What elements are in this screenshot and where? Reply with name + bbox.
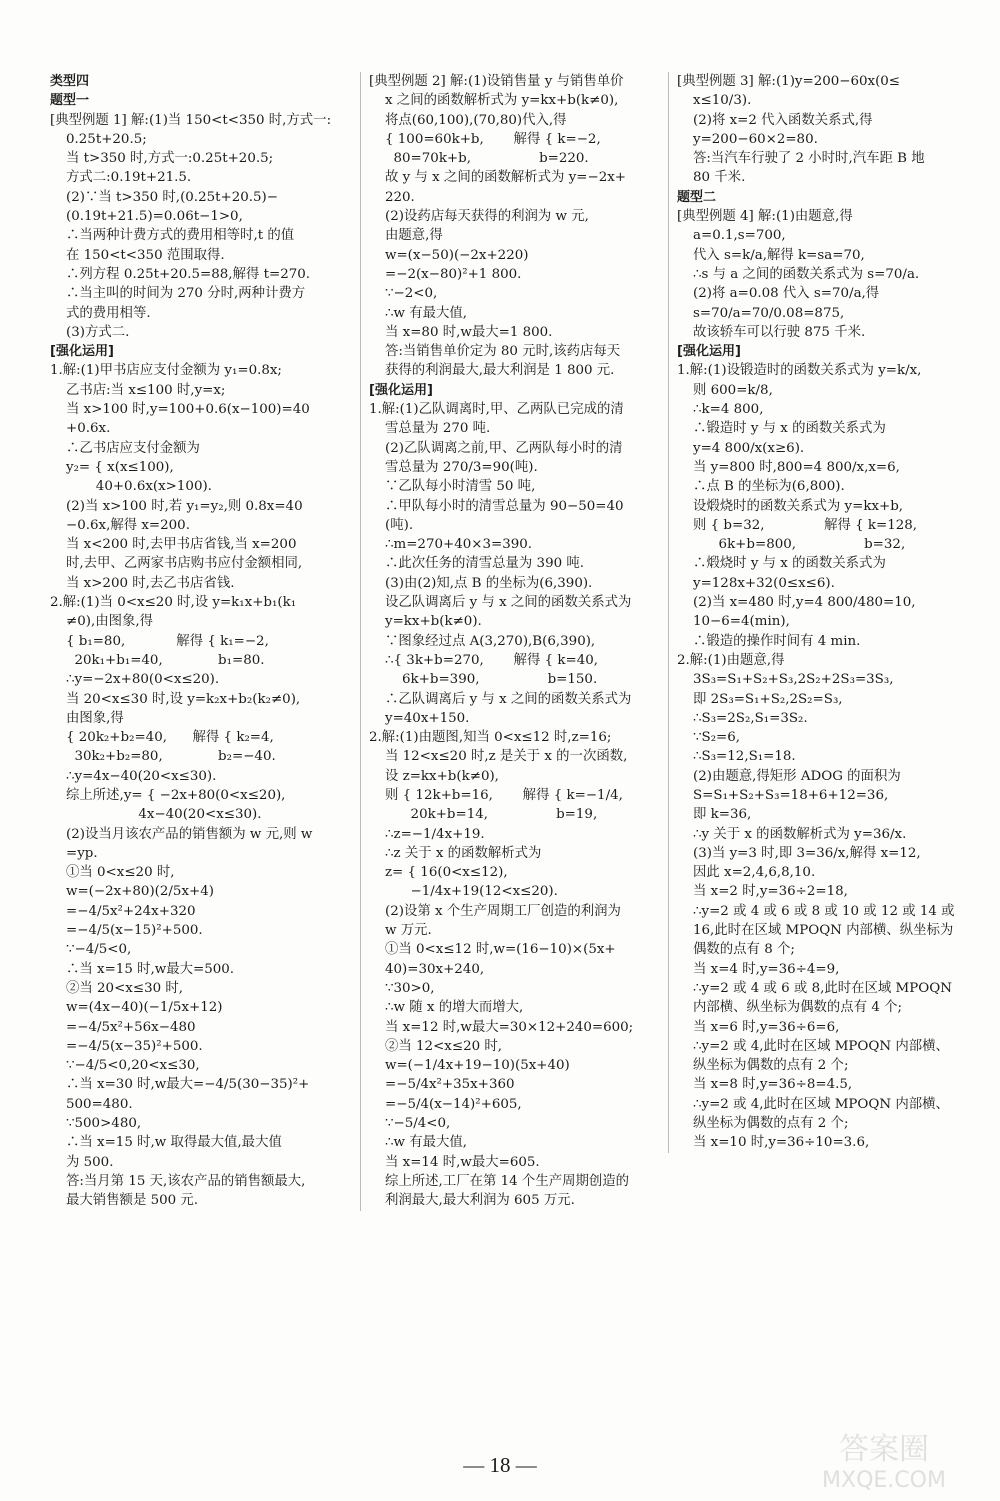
text-line: =−4/5(x−15)²+500. [66,923,203,939]
text-line: ∴此次任务的清雪总量为 390 吨. [385,556,585,572]
text-line: ①当 0<x≤20 时, [66,865,175,881]
watermark-line2: MXQE.COM [822,1468,946,1493]
text-line: 2.解:(1)当 0<x≤20 时,设 y=k₁x+b₁(k₁ [50,595,297,611]
text-line: 则 { 12k+b=16, 解得 { k=−1/4, [385,787,623,803]
watermark-graphic [784,1425,984,1495]
text-line: =−5/4(x−14)²+605, [385,1096,522,1112]
text-line: ∴当 x=30 时,w最大=−4/5(30−35)²+ [66,1077,310,1093]
text-line: ∴k=4 800, [693,402,764,418]
middle-column [360,72,659,1211]
text-line: 时,去甲、乙两家书店购书应付金额相同, [66,556,303,572]
text-line: ①当 0<x≤12 时,w=(16−10)×(5x+ [385,942,616,958]
text-line: ∴y=4x−40(20<x≤30). [66,768,217,784]
text-line: 2.解:(1)由题图,知当 0<x≤12 时,z=16; [369,730,612,746]
text-line: ∴锻造的操作时间有 4 min. [693,633,861,649]
text-line: 当 x=2 时,y=36÷2=18, [693,884,848,900]
text-line: 雪总量为 270 吨. [385,421,491,437]
text-line: w 万元. [385,923,432,939]
watermark-logo [784,1425,984,1495]
text-line: 综上所述,y= { −2x+80(0<x≤20), [66,787,286,803]
text-line: 当 x=80 时,w最大=1 800. [385,324,553,340]
text-line: 30k₂+b₂=80, b₂=−40. [66,749,276,765]
text-line: 获得的利润最大,最大利润是 1 800 元. [385,363,615,379]
text-line: w=(−1/4x+19−10)(5x+40) [385,1058,570,1074]
text-line: 80 千米. [693,170,746,186]
text-line: 设 z=kx+b(k≠0), [385,768,499,784]
text-line: =yp. [66,845,98,861]
text-line: ∴当 x=15 时,w 取得最大值,最大值 [66,1135,282,1151]
text-line: 当 20<x≤30 时,设 y=k₂x+b₂(k₂≠0), [66,691,301,707]
text-line: 3S₃=S₁+S₂+S₃,2S₂+2S₃=3S₃, [693,672,894,688]
text-line: ∴y=2 或 4 或 6 或 8 或 10 或 12 或 14 或 [693,903,955,919]
text-line: =−2(x−80)²+1 800. [385,266,522,282]
text-line: w=(−2x+80)(2/5x+4) [66,884,214,900]
text-line: (2)设当月该农产品的销售额为 w 元,则 w [66,826,313,842]
text-line: 由图象,得 [66,710,124,726]
text-line: 方式二:0.19t+21.5. [66,170,192,186]
text-line: ∴S₃=12,S₁=18. [693,749,796,765]
text-line: 故该轿车可以行驶 875 千米. [693,324,866,340]
text-line: y=128x+32(0≤x≤6). [693,575,835,591]
text-line: 20k+b=14, b=19, [385,807,598,823]
text-line: ∵−4/5<0,20<x≤30, [66,1058,200,1074]
text-line: ∴{ 3k+b=270, 解得 { k=40, [385,652,598,668]
text-line: 内部横、纵坐标为偶数的点有 4 个; [693,1000,903,1016]
text-line: 6k+b=390, b=150. [385,672,598,688]
text-line: ∴y=2 或 4 或 6 或 8,此时在区域 MPOQN [693,980,952,996]
text-line: 20k₁+b₁=40, b₁=80. [66,652,265,668]
text-line: (2)设药店每天获得的利润为 w 元, [385,209,589,225]
text-line: 当 x=10 时,y=36÷10=3.6, [693,1135,870,1151]
text-line: ∴当两种计费方式的费用相等时,t 的值 [66,228,295,244]
text-line: ∴w 有最大值, [385,305,468,321]
text-line: −0.6x,解得 x=200. [66,517,190,533]
text-line: 故 y 与 x 之间的函数解析式为 y=−2x+ [385,170,626,186]
text-line: (3)当 y=3 时,即 3=36/x,解得 x=12, [693,845,921,861]
text-line: [典型例题 2] 解:(1)设销售量 y 与销售单价 [369,74,624,89]
text-line: ∵S₂=6, [693,730,741,746]
text-line: (2)当 x>100 时,若 y₁=y₂,则 0.8x=40 [66,498,303,514]
text-line: =−4/5(x−35)²+500. [66,1038,203,1054]
text-line: 当 x=8 时,y=36÷8=4.5, [693,1077,853,1093]
text-line: ∴y=−2x+80(0<x≤20). [66,672,220,688]
text-line: ∴w 有最大值, [385,1135,468,1151]
text-line: 为 500. [66,1154,114,1170]
text-line: { 20k₂+b₂=40, 解得 { k₂=4, [66,730,274,746]
text-line: ∴S₃=2S₂,S₁=3S₂. [693,710,808,726]
left-column [50,72,340,1211]
section-heading: 类型四 [50,74,90,89]
text-line: ∵500>480, [66,1116,142,1132]
text-line: +0.6x. [66,421,111,437]
text-line: −1/4x+19(12<x≤20). [385,884,558,900]
text-line: (吨). [385,517,414,533]
text-line: x≤10/3). [693,93,752,109]
text-line: y=200−60×2=80. [693,131,818,147]
text-line: 设乙队调离后 y 与 x 之间的函数关系式为 [385,595,632,611]
text-line: [典型例题 4] 解:(1)由题意,得 [677,209,853,225]
text-line: ∴乙队调离后 y 与 x 之间的函数关系式为 [385,691,632,707]
text-line: (2)将 a=0.08 代入 s=70/a,得 [693,286,880,302]
text-line: 0.25t+20.5; [66,131,147,147]
text-line: 1.解:(1)甲书店应支付金额为 y₁=0.8x; [50,363,282,379]
text-line: 当 x=12 时,w最大=30×12+240=600; [385,1019,634,1035]
text-line: 当 x>200 时,去乙书店省钱. [66,575,235,591]
text-line: 40)=30x+240, [385,961,485,977]
text-line: w=(4x−40)(−1/5x+12) [66,1000,223,1016]
text-line: ∴乙书店应支付金额为 [66,440,200,456]
text-line: a=0.1,s=700, [693,228,786,244]
text-line: 6k+b=800, b=32, [693,537,906,553]
text-line: =−4/5x²+56x−480 [66,1019,196,1035]
text-line: 由题意,得 [385,228,443,244]
text-line: 当 x<200 时,去甲书店省钱,当 x=200 [66,537,297,553]
text-line: ∵−2<0, [385,286,438,302]
text-line: ∴z=−1/4x+19. [385,826,485,842]
text-line: w=(x−50)(−2x+220) [385,247,529,263]
text-line: (2)设第 x 个生产周期工厂创造的利润为 [385,903,621,919]
text-line: (2)将 x=2 代入函数关系式,得 [693,112,873,128]
text-line: ∴锻造时 y 与 x 的函数关系式为 [693,421,886,437]
text-line: (0.19t+21.5)=0.06t−1>0, [66,209,243,225]
text-line: 4x−40(20<x≤30). [66,807,262,823]
text-line: (3)方式二. [66,324,130,340]
text-line: ∴y=2 或 4,此时在区域 MPOQN 内部横、 [693,1096,949,1112]
text-line: 1.解:(1)乙队调离时,甲、乙两队已完成的清 [369,402,624,418]
text-line: ②当 12<x≤20 时, [385,1038,503,1054]
text-line: =−4/5x²+24x+320 [66,903,196,919]
text-line: 1.解:(1)设锻造时的函数关系式为 y=k/x, [677,363,922,379]
text-line: (3)由(2)知,点 B 的坐标为(6,390). [385,575,593,591]
right-column [668,72,967,1153]
text-line: 220. [385,189,415,205]
text-line: 当 12<x≤20 时,z 是关于 x 的一次函数, [385,749,628,765]
text-line: ∴煅烧时 y 与 x 的函数关系式为 [693,556,886,572]
text-line: (2)∵当 t>350 时,(0.25t+20.5)− [66,189,278,205]
text-line: s=70/a=70/0.08=875, [693,305,845,321]
text-line: x 之间的函数解析式为 y=kx+b(k≠0), [385,93,619,109]
text-line: 500=480. [66,1096,133,1112]
page-number: — 18 — [463,1453,537,1477]
text-line: y=40x+150. [385,710,470,726]
text-line: 纵坐标为偶数的点有 2 个; [693,1058,849,1074]
text-line: y=kx+b(k≠0). [385,614,482,630]
text-line: 答:当月第 15 天,该农产品的销售额最大, [66,1173,306,1189]
text-line: 最大销售额是 500 元. [66,1193,199,1209]
text-line: ②当 20<x≤30 时, [66,980,184,996]
text-line: 乙书店:当 x≤100 时,y=x; [66,382,226,398]
text-line: y=4 800/x(x≥6). [693,440,805,456]
text-line: 当 x=14 时,w最大=605. [385,1154,540,1170]
text-line: ∴点 B 的坐标为(6,800). [693,479,845,495]
text-line: ∵乙队每小时清雪 50 吨, [385,479,536,495]
section-heading: [强化运用] [369,382,433,398]
text-line: { 100=60k+b, 解得 { k=−2, [385,131,601,147]
text-line: 则 { b=32, 解得 { k=128, [693,517,918,533]
text-line: ∴s 与 a 之间的函数关系式为 s=70/a. [693,266,920,282]
text-line: =−5/4x²+35x+360 [385,1077,515,1093]
text-line: 当 x=4 时,y=36÷4=9, [693,961,840,977]
text-line: 利润最大,最大利润为 605 万元. [385,1193,575,1209]
text-line: 雪总量为 270/3=90(吨). [385,459,538,475]
text-line: (2)由题意,得矩形 ADOG 的面积为 [693,768,901,784]
text-line: y₂= { x(x≤100), [66,459,174,475]
text-line: 即 2S₃=S₁+S₂,2S₂=S₃, [693,691,843,707]
text-line: 综上所述,工厂在第 14 个生产周期创造的 [385,1173,630,1189]
section-heading: [强化运用] [677,344,741,360]
text-line: ∴y 关于 x 的函数解析式为 y=36/x. [693,826,907,842]
text-line: { b₁=80, 解得 { k₁=−2, [66,633,269,649]
text-line: ∵图象经过点 A(3,270),B(6,390), [385,633,596,649]
text-line: ∴甲队每小时的清雪总量为 90−50=40 [385,498,624,514]
text-line: 在 150<t<350 范围取得. [66,247,225,263]
text-line: ∴y=2 或 4,此时在区域 MPOQN 内部横、 [693,1038,949,1054]
text-line: ∵−4/5<0, [66,942,132,958]
text-line: 则 600=k/8, [693,382,773,398]
text-line: ∴列方程 0.25t+20.5=88,解得 t=270. [66,266,311,282]
text-line: S=S₁+S₂+S₃=18+6+12=36, [693,787,889,803]
text-line: [典型例题 3] 解:(1)y=200−60x(0≤ [677,74,901,89]
text-line: 式的费用相等. [66,305,151,321]
text-line: 10−6=4(min), [693,614,790,630]
text-line: 16,此时在区域 MPOQN 内部横、纵坐标为 [693,923,954,939]
text-line: 答:当汽车行驶了 2 小时时,汽车距 B 地 [693,151,925,167]
text-line: 当 t>350 时,方式一:0.25t+20.5; [66,151,274,167]
text-line: 当 y=800 时,800=4 800/x,x=6, [693,459,900,475]
text-line: 将点(60,100),(70,80)代入,得 [385,112,567,128]
text-line: 代入 s=k/a,解得 k=sa=70, [693,247,865,263]
text-line: ∴当 x=15 时,w最大=500. [66,961,235,977]
text-line: 因此 x=2,4,6,8,10. [693,865,816,881]
text-line: 当 x>100 时,y=100+0.6(x−100)=40 [66,402,310,418]
text-line: (2)当 x=480 时,y=4 800/480=10, [693,595,916,611]
text-line: ∴w 随 x 的增大而增大, [385,1000,524,1016]
text-line: ∴m=270+40×3=390. [385,537,533,553]
text-line: 答:当销售单价定为 80 元时,该药店每天 [385,344,621,360]
section-heading: 题型一 [50,93,90,109]
text-line: ∴当主叫的时间为 270 分时,两种计费方 [66,286,306,302]
watermark-line1: 答案圈 [839,1432,929,1467]
text-line: 80=70k+b, b=220. [385,151,589,167]
section-heading: [强化运用] [50,344,114,360]
text-line: 当 x=6 时,y=36÷6=6, [693,1019,840,1035]
text-line: z= { 16(0<x≤12), [385,865,508,881]
text-line: 即 k=36, [693,807,752,823]
text-line: 纵坐标为偶数的点有 2 个; [693,1116,849,1132]
text-line: ≠0),由图象,得 [66,614,154,630]
text-line: 偶数的点有 8 个; [693,942,795,958]
text-line: ∴z 关于 x 的函数解析式为 [385,845,542,861]
text-line: (2)乙队调离之前,甲、乙两队每小时的清 [385,440,623,456]
text-line: [典型例题 1] 解:(1)当 150<t<350 时,方式一: [50,112,332,128]
text-line: ∵−5/4<0, [385,1116,451,1132]
text-line: 2.解:(1)由题意,得 [677,652,785,668]
text-line: ∵30>0, [385,980,435,996]
section-heading: 题型二 [677,189,717,205]
text-line: 设煅烧时的函数关系式为 y=kx+b, [693,498,904,514]
text-line: 40+0.6x(x>100). [66,479,212,495]
